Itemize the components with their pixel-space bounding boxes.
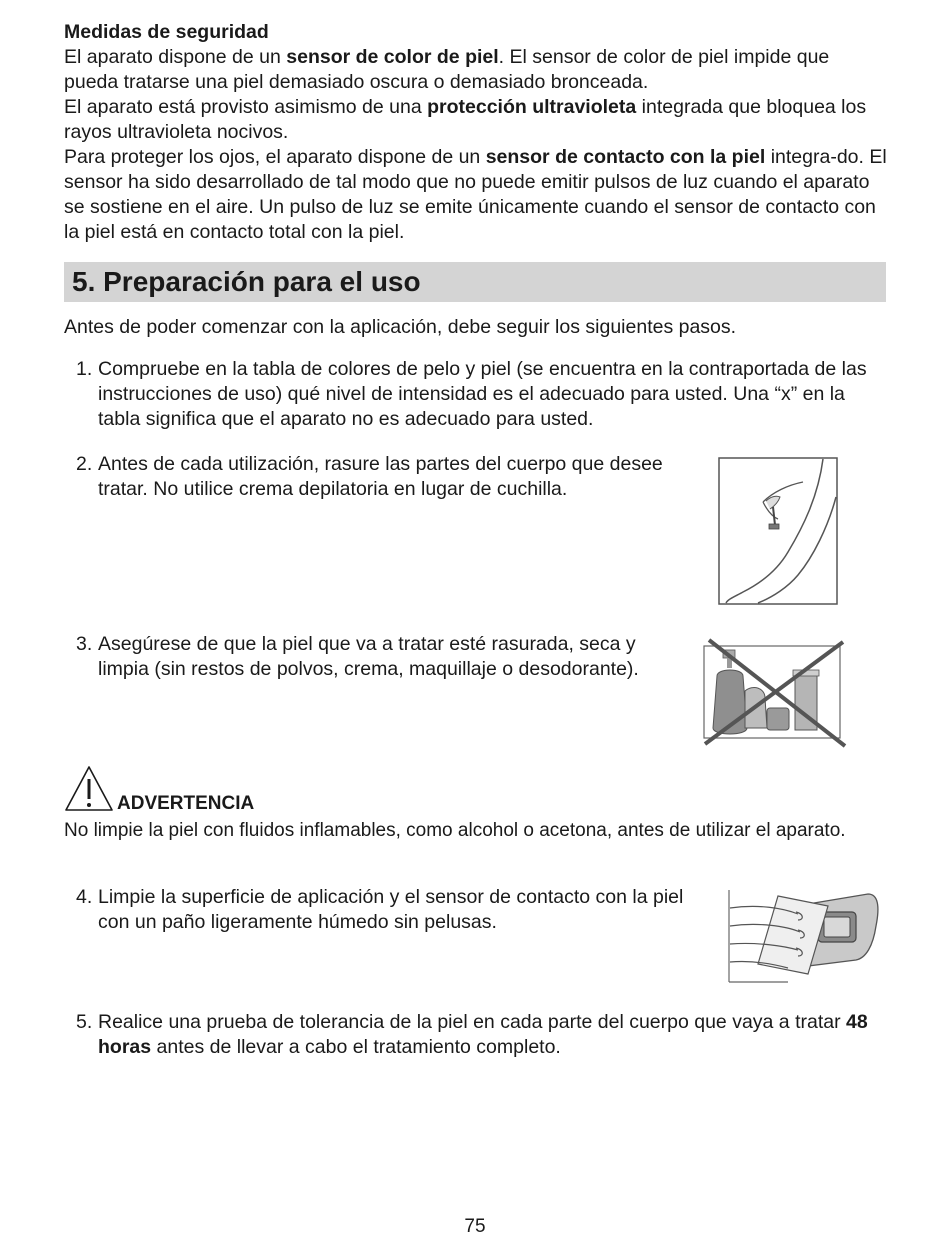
chapter-intro: Antes de poder comenzar con la aplicación, debe seguir los siguientes pasos. (64, 316, 737, 338)
step-3 (76, 632, 676, 682)
step-number: 5. (76, 1011, 93, 1033)
safety-title: Medidas de seguridad (64, 21, 269, 43)
step-5 (76, 1010, 876, 1060)
safety-paragraph-3: Para proteger los ojos, el aparato dispone de un sensor de contacto con la piel integra-do. El sensor ha sido desarrollado de tal modo que no puede emitir pulsos de luz cuando el aparato se sostiene en el aire. Un pulso de luz se emite únicamente cuando el sensor de contacto con la piel está en contacto total con la piel. (64, 146, 887, 243)
safety-section (64, 20, 888, 245)
step-text: Antes de cada utilización, rasure las partes del cuerpo que desee tratar. No utilice crema depilatoria en lugar de cuchilla. (98, 453, 663, 500)
chapter-title: 5. Preparación para el uso (72, 266, 421, 297)
step-4 (76, 885, 696, 935)
step-1 (76, 357, 876, 432)
page-number: 75 (464, 1216, 486, 1237)
crossed-cosmetics-illustration (703, 636, 848, 748)
step-2 (76, 452, 676, 502)
step-text: Compruebe en la tabla de colores de pelo y piel (se encuentra en la contraportada de las instrucciones de uso) qué nivel de intensidad es el adecuado para usted. Una “x” en la tabla significa que el aparato no es adecuado para usted. (98, 358, 867, 430)
safety-paragraph-1: El aparato dispone de un sensor de color de piel. El sensor de color de piel impide que pueda tratarse una piel demasiado oscura o demasiado bronceada. (64, 46, 830, 93)
cleaning-device-illustration (728, 886, 880, 984)
step-number: 3. (76, 633, 93, 655)
step-text: Realice una prueba de tolerancia de la piel en cada parte del cuerpo que vaya a tratar 48 horas antes de llevar a cabo el tratamiento completo. (98, 1011, 868, 1058)
step-text: Asegúrese de que la piel que va a tratar esté rasurada, seca y limpia (sin restos de polvos, crema, maquillaje o desodorante). (98, 633, 639, 680)
chapter-heading-bar (64, 262, 886, 302)
step-text: Limpie la superficie de aplicación y el sensor de contacto con la piel con un paño ligeramente húmedo sin pelusas. (98, 886, 684, 933)
warning-triangle-icon (64, 765, 114, 813)
safety-paragraph-2: El aparato está provisto asimismo de una protección ultravioleta integrada que bloquea los rayos ultravioleta nocivos. (64, 96, 867, 143)
shaving-leg-illustration (718, 457, 838, 605)
warning-text: No limpie la piel con fluidos inflamables, como alcohol o acetona, antes de utilizar el aparato. (64, 820, 846, 841)
step-number: 2. (76, 453, 93, 475)
step-number: 1. (76, 358, 93, 380)
warning-title: ADVERTENCIA (117, 793, 255, 814)
step-number: 4. (76, 886, 93, 908)
warning-heading (64, 765, 364, 815)
